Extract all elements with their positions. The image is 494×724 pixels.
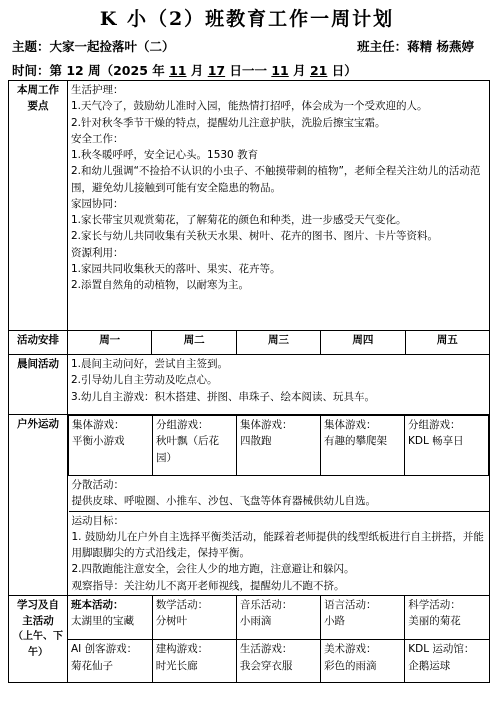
outdoor-content	[68, 415, 490, 596]
study-cell: AI 创客游戏： 菊花仙子	[68, 640, 152, 682]
day-mon: 周一	[68, 331, 152, 355]
study-cell: 美术游戏： 彩色的雨滴	[321, 640, 405, 682]
teacher-line: 班主任：蒋精 杨燕婷	[357, 39, 474, 54]
page-title: K 小（2）班教育工作一周计划	[99, 8, 395, 30]
weekly-plan-table	[8, 80, 490, 683]
outdoor-game-cell: 分组游戏： KDL 畅享日	[405, 416, 489, 476]
study-cell: 科学活动： 美丽的菊花	[405, 596, 489, 640]
time-line: 时间：第 12 周（2025 年 11 月 17 日一一 11 月 21 日）	[12, 63, 357, 78]
outdoor-game-cell: 集体游戏： 平衡小游戏	[69, 416, 153, 476]
focus-content: 生活护理： 1.天气冷了，鼓励幼儿准时入园，能热情打招呼，体会成为一个受欢迎的人。 2.针对秋冬季节干燥的特点，提醒幼儿注意护肤，洗脸后擦宝宝霜。 安全工作： 1.秋冬暖呼呼，安全记心头。1530 教育 2.和幼儿强调“不捡拾不认识的小虫子、不触摸带刺的植物”，老师全程关注幼儿的活动范围，避免幼儿接触到可能有安全隐患的物品。 家园协同： 1.家长带宝贝观赏菊花，了解菊花的颜色和种类，进一步感受天气变化。 2.家长与幼儿共同收集有关秋天水果、树叶、花卉的图书、图片、卡片等资料。 资源利用： 1.家园共同收集秋天的落叶、果实、花卉等。 2.添置自然角的动植物，以耐寒为主。	[68, 81, 490, 331]
day-fri: 周五	[405, 331, 489, 355]
day-wed: 周三	[236, 331, 320, 355]
day-tue: 周二	[152, 331, 236, 355]
theme-line: 主题：大家一起捡落叶（二）	[12, 39, 175, 54]
morning-content: 1.晨间主动问好，尝试自主签到。 2.引导幼儿自主劳动及吃点心。 3.幼儿自主游戏：积木搭建、拼图、串珠子、绘本阅读、玩具车。	[68, 355, 490, 415]
study-cell: 班本活动： 太湖里的宝藏	[68, 596, 152, 640]
day-thu: 周四	[321, 331, 405, 355]
study-cell: KDL 运动馆： 企鹅运球	[405, 640, 489, 682]
focus-label: 本周工作要点	[9, 81, 68, 331]
study-cell: 数学活动： 分树叶	[152, 596, 236, 640]
outdoor-games-table	[68, 415, 489, 595]
scatter-cell: 分散活动： 提供皮球、呼啦圈、小推车、沙包、飞盘等体育器械供幼儿自选。	[69, 476, 489, 512]
outdoor-game-cell: 集体游戏： 有趣的攀爬架	[321, 416, 405, 476]
study-cell: 建构游戏： 时光长廊	[152, 640, 236, 682]
schedule-label: 活动安排	[9, 331, 68, 355]
study-content	[68, 595, 490, 682]
outdoor-game-cell: 分组游戏： 秋叶飘（后花园）	[153, 416, 237, 476]
morning-label: 晨间活动	[9, 355, 68, 415]
goals-cell: 运动目标： 1. 鼓励幼儿在户外自主选择平衡类活动，能踩着老师提供的线型纸板进行自主拼搭，并能用脚跟脚尖的方式沿线走，保持平衡。 2.四散跑能注意安全，会往人少的地方跑，注意避让和躲闪。 观察指导：关注幼儿不离开老师视线，提醒幼儿不跑不挤。	[69, 511, 489, 595]
study-cell: 生活游戏： 我会穿衣服	[236, 640, 320, 682]
study-table	[68, 596, 489, 682]
study-label: 学习及自主活动 （上午、下午）	[9, 595, 68, 682]
study-cell: 语言活动： 小路	[321, 596, 405, 640]
outdoor-game-cell: 集体游戏： 四散跑	[237, 416, 321, 476]
outdoor-label: 户外运动	[9, 415, 68, 596]
study-cell: 音乐活动： 小雨滴	[236, 596, 320, 640]
